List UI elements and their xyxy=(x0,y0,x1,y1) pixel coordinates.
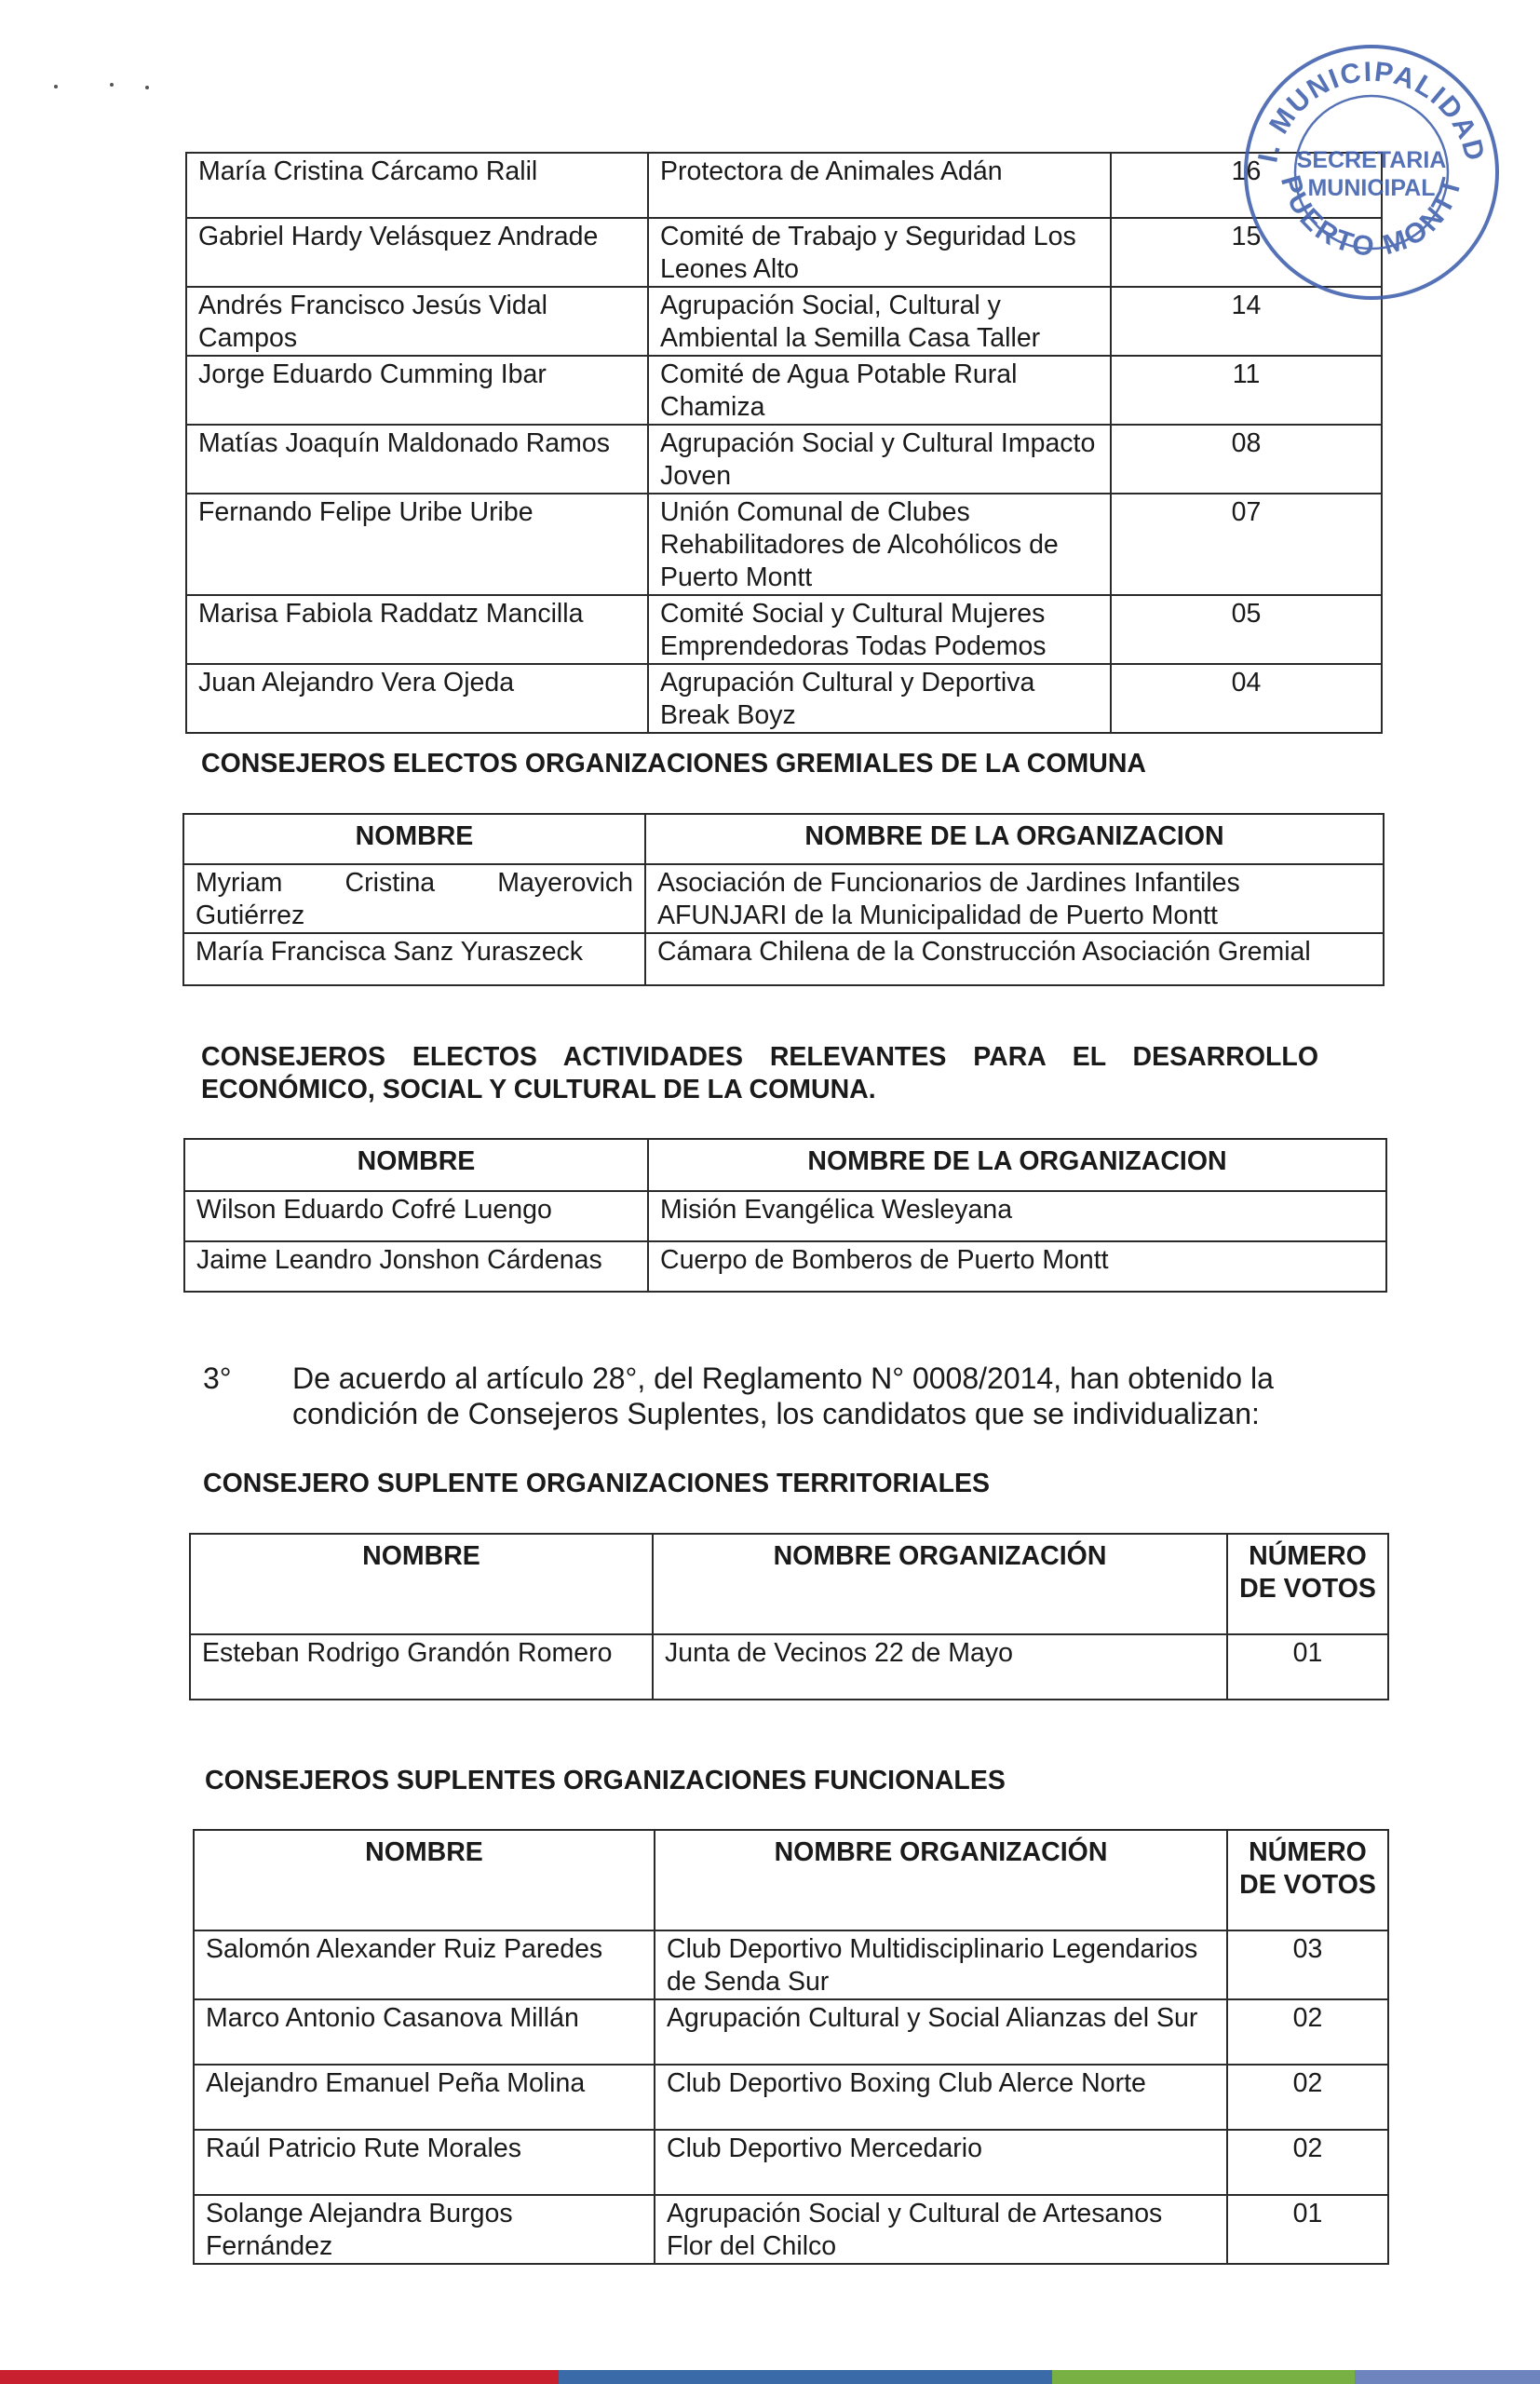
section-heading-gremiales: CONSEJEROS ELECTOS ORGANIZACIONES GREMIALES DE LA COMUNA xyxy=(201,749,1147,779)
organization-name: Agrupación Social y Cultural de Artesanos Flor del Chilco xyxy=(655,2195,1227,2264)
organization-name: Agrupación Social, Cultural y Ambiental la Semilla Casa Taller xyxy=(648,287,1111,356)
candidate-name: María Cristina Cárcamo Ralil xyxy=(186,153,648,218)
table-header-row xyxy=(194,1830,1388,1930)
table-row xyxy=(194,2130,1388,2195)
candidate-name: Juan Alejandro Vera Ojeda xyxy=(186,664,648,733)
candidate-name: Matías Joaquín Maldonado Ramos xyxy=(186,425,648,494)
organization-name: Agrupación Social y Cultural Impacto Joven xyxy=(648,425,1111,494)
vote-count: 02 xyxy=(1227,2130,1388,2195)
organization-name: Club Deportivo Boxing Club Alerce Norte xyxy=(655,2065,1227,2130)
paragraph-text: De acuerdo al artículo 28°, del Reglamento N° 0008/2014, han obtenido la condición de Consejeros Suplentes, los candidatos que se individualizan: xyxy=(292,1361,1274,1430)
table-row xyxy=(186,218,1382,287)
table-row xyxy=(186,595,1382,664)
vote-count: 02 xyxy=(1227,1999,1388,2065)
table-row xyxy=(186,153,1382,218)
organization-name: Agrupación Cultural y Deportiva Break Boyz xyxy=(648,664,1111,733)
candidate-name: Solange Alejandra Burgos Fernández xyxy=(194,2195,655,2264)
vote-count: 11 xyxy=(1111,356,1382,425)
suplentes-funcionales-table xyxy=(193,1829,1389,2265)
organization-name: Agrupación Cultural y Social Alianzas del Sur xyxy=(655,1999,1227,2065)
organization-name: Misión Evangélica Wesleyana xyxy=(648,1191,1386,1241)
table-row xyxy=(183,933,1384,985)
table-row xyxy=(194,2065,1388,2130)
vote-count: 02 xyxy=(1227,2065,1388,2130)
table-row xyxy=(186,664,1382,733)
column-header-name: NOMBRE xyxy=(184,1139,648,1191)
stamp-center-line-1: SECRETARIA xyxy=(1296,147,1447,173)
footer-bar-segment xyxy=(1052,2370,1355,2384)
organization-name: Asociación de Funcionarios de Jardines Infantiles AFUNJARI de la Municipalidad de Puerto Montt xyxy=(645,864,1384,933)
table-row xyxy=(184,1191,1386,1241)
organization-name: Club Deportivo Mercedario xyxy=(655,2130,1227,2195)
table-row xyxy=(186,425,1382,494)
candidate-name: Wilson Eduardo Cofré Luengo xyxy=(184,1191,648,1241)
candidate-name: Jorge Eduardo Cumming Ibar xyxy=(186,356,648,425)
organization-name: Cámara Chilena de la Construcción Asociación Gremial xyxy=(645,933,1384,985)
candidate-name: Jaime Leandro Jonshon Cárdenas xyxy=(184,1241,648,1292)
paragraph-number: 3° xyxy=(203,1361,232,1395)
section-heading-suplentes-funcionales: CONSEJEROS SUPLENTES ORGANIZACIONES FUNCIONALES xyxy=(205,1766,1006,1795)
table-header-row xyxy=(183,814,1384,864)
column-header-votes: NÚMERO DE VOTOS xyxy=(1227,1534,1388,1634)
stamp-bottom-text: PUERTO MONTT xyxy=(1274,171,1469,263)
gremiales-table xyxy=(182,813,1385,986)
vote-count: 05 xyxy=(1111,595,1382,664)
stamp-center-line-2: MUNICIPAL xyxy=(1307,175,1436,201)
column-header-organization: NOMBRE ORGANIZACIÓN xyxy=(655,1830,1227,1930)
candidate-name: María Francisca Sanz Yuraszeck xyxy=(183,933,645,985)
candidate-name: Marco Antonio Casanova Millán xyxy=(194,1999,655,2065)
vote-count: 08 xyxy=(1111,425,1382,494)
column-header-organization: NOMBRE DE LA ORGANIZACION xyxy=(648,1139,1386,1191)
candidate-name: Salomón Alexander Ruiz Paredes xyxy=(194,1930,655,1999)
vote-count: 16 xyxy=(1111,153,1382,218)
speck xyxy=(54,85,58,88)
column-header-organization: NOMBRE ORGANIZACIÓN xyxy=(653,1534,1227,1634)
vote-count: 07 xyxy=(1111,494,1382,595)
vote-count: 03 xyxy=(1227,1930,1388,1999)
table-row xyxy=(183,864,1384,933)
municipal-seal-stamp xyxy=(1236,37,1506,307)
candidate-name: Myriam Cristina Mayerovich Gutiérrez xyxy=(183,864,645,933)
footer-bar-segment xyxy=(559,2370,1052,2384)
table-row xyxy=(186,287,1382,356)
vote-count: 14 xyxy=(1111,287,1382,356)
column-header-votes: NÚMERO DE VOTOS xyxy=(1227,1830,1388,1930)
candidate-name: Marisa Fabiola Raddatz Mancilla xyxy=(186,595,648,664)
vote-count: 01 xyxy=(1227,1634,1388,1700)
organization-name: Comité Social y Cultural Mujeres Emprendedoras Todas Podemos xyxy=(648,595,1111,664)
organization-name: Unión Comunal de Clubes Rehabilitadores de Alcohólicos de Puerto Montt xyxy=(648,494,1111,595)
candidate-name: Fernando Felipe Uribe Uribe xyxy=(186,494,648,595)
column-header-name: NOMBRE xyxy=(194,1830,655,1930)
speck xyxy=(110,83,114,87)
organization-name: Cuerpo de Bomberos de Puerto Montt xyxy=(648,1241,1386,1292)
candidate-name: Andrés Francisco Jesús Vidal Campos xyxy=(186,287,648,356)
section-heading-actividades: CONSEJEROS ELECTOS ACTIVIDADES RELEVANTES PARA EL DESARROLLO ECONÓMICO, SOCIAL Y CULTURAL DE LA COMUNA. xyxy=(201,1042,1318,1104)
candidate-name: Gabriel Hardy Velásquez Andrade xyxy=(186,218,648,287)
suplente-territoriales-table xyxy=(189,1533,1389,1700)
actividades-table xyxy=(183,1138,1387,1293)
column-header-name: NOMBRE xyxy=(190,1534,653,1634)
elected-territorial-table-continuation xyxy=(185,152,1383,734)
organization-name: Comité de Trabajo y Seguridad Los Leones Alto xyxy=(648,218,1111,287)
table-row xyxy=(186,356,1382,425)
table-row xyxy=(194,1930,1388,1999)
stamp-graphic xyxy=(1246,47,1497,298)
organization-name: Comité de Agua Potable Rural Chamiza xyxy=(648,356,1111,425)
column-header-organization: NOMBRE DE LA ORGANIZACION xyxy=(645,814,1384,864)
candidate-name: Raúl Patricio Rute Morales xyxy=(194,2130,655,2195)
candidate-name: Alejandro Emanuel Peña Molina xyxy=(194,2065,655,2130)
table-row xyxy=(184,1241,1386,1292)
table-row xyxy=(194,2195,1388,2264)
footer-bar-segment xyxy=(1355,2370,1540,2384)
table-header-row xyxy=(184,1139,1386,1191)
vote-count: 01 xyxy=(1227,2195,1388,2264)
column-header-name: NOMBRE xyxy=(183,814,645,864)
organization-name: Junta de Vecinos 22 de Mayo xyxy=(653,1634,1227,1700)
table-row xyxy=(190,1634,1388,1700)
stamp-top-text: I. MUNICIPALIDAD xyxy=(1252,56,1491,166)
organization-name: Club Deportivo Multidisciplinario Legendarios de Senda Sur xyxy=(655,1930,1227,1999)
footer-color-bar xyxy=(0,2370,1540,2384)
candidate-name: Esteban Rodrigo Grandón Romero xyxy=(190,1634,653,1700)
table-row xyxy=(186,494,1382,595)
table-row xyxy=(194,1999,1388,2065)
section-heading-suplente-territoriales: CONSEJERO SUPLENTE ORGANIZACIONES TERRITORIALES xyxy=(203,1469,991,1498)
table-header-row xyxy=(190,1534,1388,1634)
organization-name: Protectora de Animales Adán xyxy=(648,153,1111,218)
vote-count: 04 xyxy=(1111,664,1382,733)
scan-specks xyxy=(54,79,156,90)
speck xyxy=(145,86,149,89)
vote-count: 15 xyxy=(1111,218,1382,287)
footer-bar-segment xyxy=(0,2370,559,2384)
